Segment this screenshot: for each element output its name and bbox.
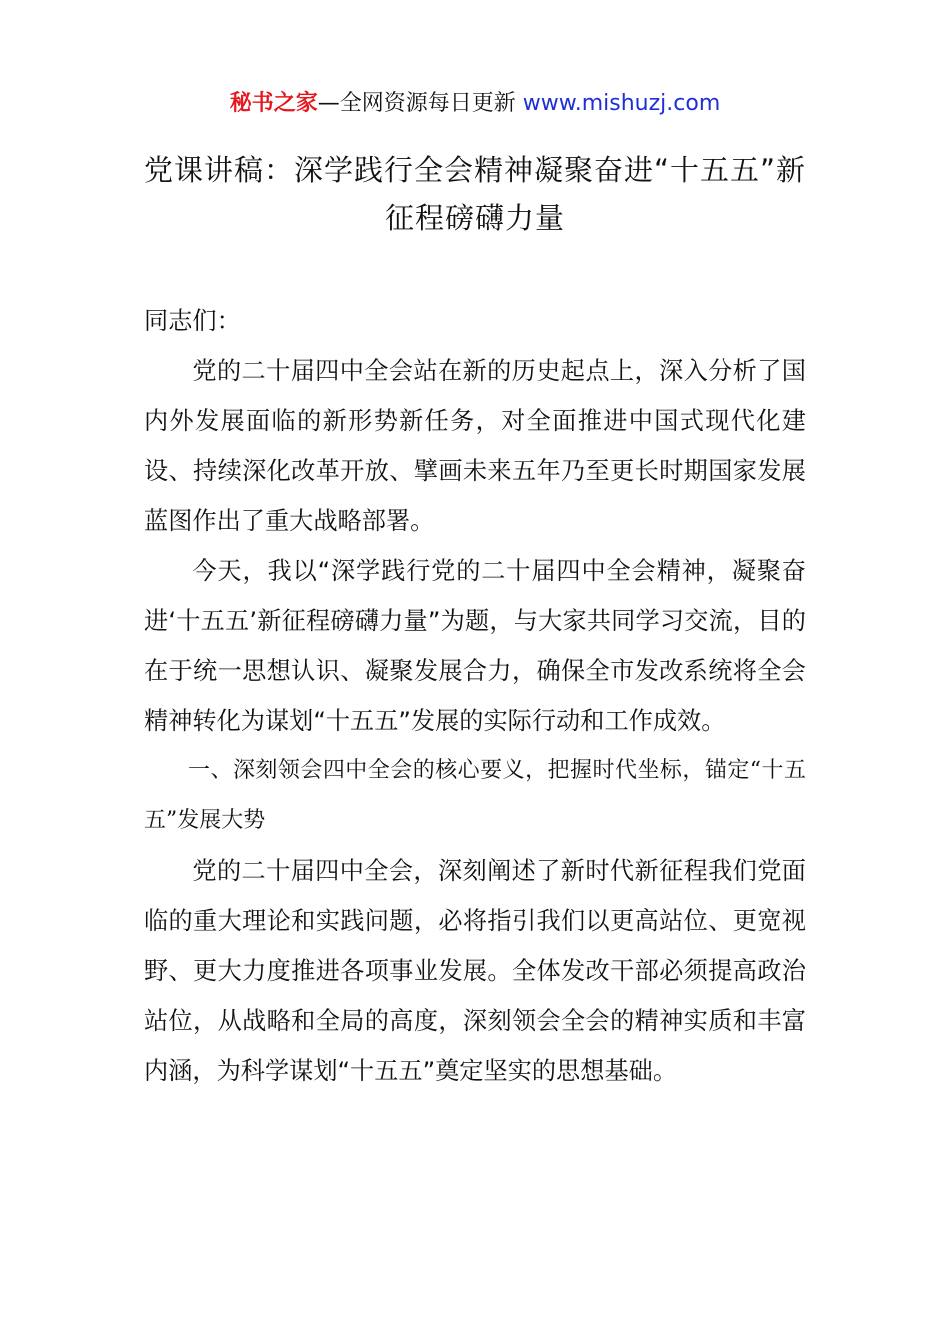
section-heading: 一、深刻领会四中全会的核心要义，把握时代坐标，锚定“十五五”发展大势: [144, 758, 806, 833]
site-url-link[interactable]: www.mishuzj.com: [522, 91, 721, 116]
salutation: 同志们：: [144, 307, 241, 335]
document-title: 党课讲稿：深学践行全会精神凝聚奋进“十五五”新征程磅礴力量: [143, 153, 807, 235]
paragraph-topic: 今天，我以“深学践行党的二十届四中全会精神，凝聚奋进‘十五五’新征程磅礴力量”为题，与大家共同学习交流，目的在于统一思想认识、凝聚发展合力，确保全市发改系统将全会精神转化为谋划“十五五”发展的实际行动和工作成效。: [144, 557, 806, 735]
document-body: [144, 296, 806, 1096]
paragraph-section-one: 党的二十届四中全会，深刻阐述了新时代新征程我们党面临的重大理论和实践问题，必将指引我们以更高站位、更宽视野、更大力度推进各项事业发展。全体发改干部必须提高政治站位，从战略和全局的高度，深刻领会全会的精神实质和丰富内涵，为科学谋划“十五五”奠定坚实的思想基础。: [144, 857, 806, 1085]
site-header: [0, 88, 950, 120]
header-tagline: —全网资源每日更新: [317, 91, 516, 116]
paragraph-intro: 党的二十届四中全会站在新的历史起点上，深入分析了国内外发展面临的新形势新任务，对全面推进中国式现代化建设、持续深化改革开放、擘画未来五年乃至更长时期国家发展蓝图作出了重大战略部署。: [144, 357, 806, 535]
brand-name: 秘书之家: [229, 91, 318, 116]
